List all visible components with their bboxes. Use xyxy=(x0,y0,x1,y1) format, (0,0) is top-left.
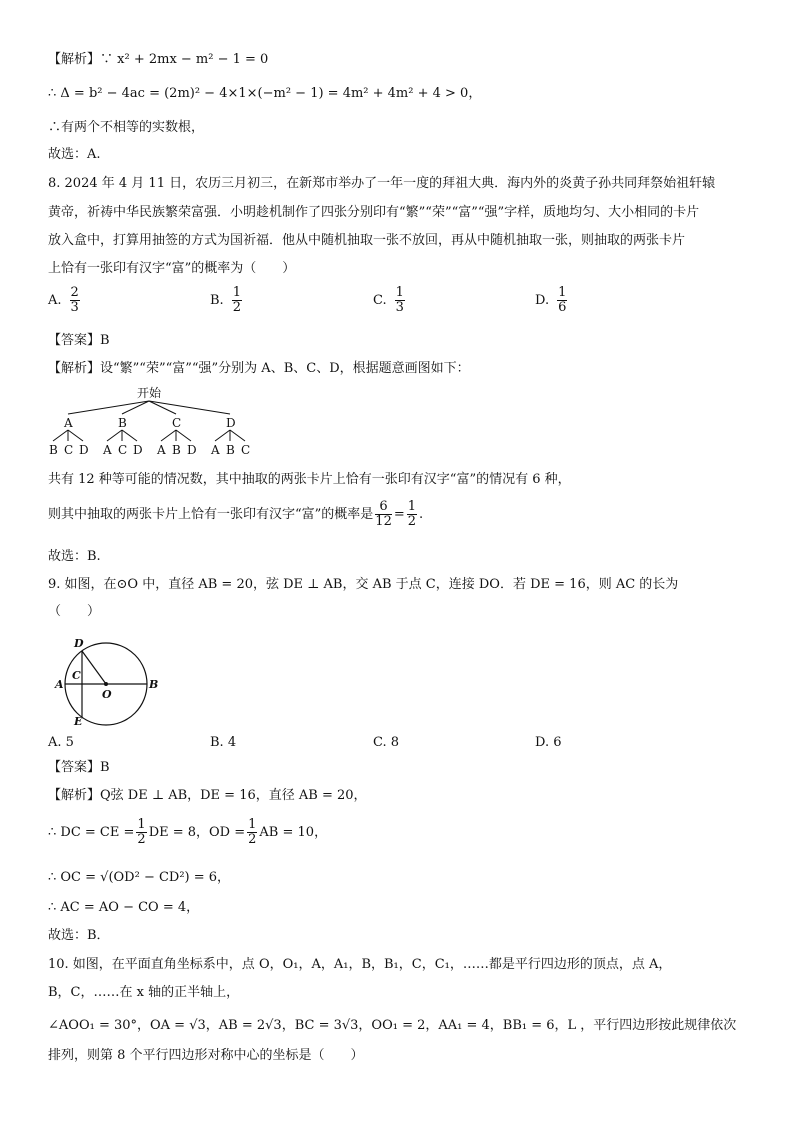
numerator: 1 xyxy=(395,285,404,300)
tree-leaf: A xyxy=(103,443,112,457)
denominator: 3 xyxy=(395,300,404,315)
q8-option-d xyxy=(535,286,569,315)
q8-solution-line-2: 共有 12 种等可能的情况数，其中抽取的两张卡片上恰有一张印有汉字“富”的情况有 6 种， xyxy=(48,472,571,487)
text: DE = 8，OD = xyxy=(148,825,246,840)
numerator: 6 xyxy=(375,500,392,515)
tree-node-a: A xyxy=(64,416,73,430)
denominator: 2 xyxy=(232,300,241,315)
label-a: A xyxy=(55,678,64,691)
q7-choice: 故选：A. xyxy=(48,147,101,162)
option-label: B. xyxy=(210,293,224,308)
equation: ∵ x² + 2mx − m² − 1 = 0 xyxy=(100,52,269,67)
tree-leaf: A xyxy=(211,443,220,457)
q9-choice: 故选：B． xyxy=(48,928,110,943)
circle-diagram xyxy=(46,632,166,730)
tree-leaf: D xyxy=(79,443,89,457)
equals: = xyxy=(393,507,405,522)
label-d: D xyxy=(74,637,84,650)
q8-option-c xyxy=(373,286,407,315)
numerator: 1 xyxy=(248,817,257,832)
q9-solution-line-3: ∴ OC = √(OD² − CD²) = 6， xyxy=(48,870,231,885)
q8-stem-line-3: 放入盒中，打算用抽签的方式为国祈福．他从中随机抽取一张不放回，再从中随机抽取一张，则抽取的两张卡片 xyxy=(48,233,686,248)
q8-solution-line-1: 【解析】设“繁”“荣”“富”“强”分别为 A、B、C、D，根据题意画图如下： xyxy=(48,361,470,376)
text: 则其中抽取的两张卡片上恰有一张印有汉字“富”的概率是 xyxy=(48,507,374,522)
tree-leaf: C xyxy=(241,443,251,457)
numerator: 1 xyxy=(137,817,146,832)
q9-stem-line-2: （ ） xyxy=(48,604,101,619)
denominator: 2 xyxy=(407,514,417,529)
tree-diagram xyxy=(44,384,264,460)
option-label: C. xyxy=(373,293,387,308)
tree-leaf: D xyxy=(187,443,197,457)
q9-option-a: A. 5 xyxy=(48,735,74,750)
denominator: 2 xyxy=(248,832,257,847)
tree-leaf: C xyxy=(118,443,128,457)
tree-leaf: A xyxy=(157,443,166,457)
fraction xyxy=(375,500,392,529)
q10-stem-line-2: B，C，……在 x 轴的正半轴上， xyxy=(48,985,240,1000)
tree-leaf: B xyxy=(226,443,235,457)
q8-stem-line-2: 黄帝，祈祷中华民族繁荣富强．小明趁机制作了四张分别印有“繁”“荣”“富”“强”字样，质地均匀、大小相同的卡片 xyxy=(48,205,700,220)
tree-node-b: B xyxy=(118,416,127,430)
fraction xyxy=(136,818,146,847)
numerator: 2 xyxy=(70,285,79,300)
denominator: 2 xyxy=(137,832,146,847)
q8-stem-line-1: 8. 2024 年 4 月 11 日，农历三月初三，在新郑市举办了一年一度的拜祖大典．海内外的炎黄子孙共同拜祭始祖轩辕 xyxy=(48,176,716,191)
q7-solution-line-3: ∴有两个不相等的实数根， xyxy=(48,120,205,135)
label-b: B xyxy=(149,678,159,691)
solution-label: 【解析】 xyxy=(48,52,101,67)
label-e: E xyxy=(74,715,83,728)
q9-stem-line-1: 9. 如图，在⊙O 中，直径 AB = 20，弦 DE ⊥ AB，交 AB 于点 C，连接 DO．若 DE = 16，则 AC 的长为 xyxy=(48,577,679,592)
label-c: C xyxy=(72,669,81,682)
option-label: D. xyxy=(535,293,550,308)
text: . xyxy=(419,507,424,522)
q7-solution-line-1 xyxy=(48,52,268,68)
q8-option-a xyxy=(48,286,82,315)
tree-leaf: B xyxy=(172,443,181,457)
tree-leaf: C xyxy=(64,443,74,457)
tree-leaf: D xyxy=(133,443,143,457)
denominator: 6 xyxy=(558,300,567,315)
denominator: 12 xyxy=(375,514,392,529)
q8-choice: 故选：B. xyxy=(48,549,101,564)
fraction xyxy=(395,286,405,315)
fraction xyxy=(557,286,567,315)
q7-solution-line-2: ∴ Δ = b² − 4ac = (2m)² − 4×1×(−m² − 1) = 4m² + 4m² + 4 > 0， xyxy=(48,86,482,101)
q9-solution-line-2 xyxy=(48,818,327,847)
q8-answer: 【答案】B xyxy=(48,333,110,348)
tree-node-d: D xyxy=(226,416,236,430)
numerator: 1 xyxy=(232,285,241,300)
q9-answer: 【答案】B xyxy=(48,760,110,775)
q8-option-b xyxy=(210,286,244,315)
q10-stem-line-3: ∠AOO₁ = 30°，OA = √3，AB = 2√3，BC = 3√3，OO₁ = 2，AA₁ = 4，BB₁ = 6，L ，平行四边形按此规律依次 xyxy=(48,1018,737,1033)
label-o: O xyxy=(102,688,112,701)
q10-stem-line-1: 10. 如图，在平面直角坐标系中，点 O，O₁，A，A₁，B，B₁，C，C₁，……都是平行四边形的顶点，点 A， xyxy=(48,957,672,972)
fraction xyxy=(247,818,257,847)
q8-solution-line-3 xyxy=(48,500,423,529)
option-label: A. xyxy=(48,293,62,308)
q9-option-b: B. 4 xyxy=(210,735,237,750)
text: AB = 10， xyxy=(259,825,328,840)
text: ∴ DC = CE = xyxy=(48,825,135,840)
fraction xyxy=(407,500,417,529)
denominator: 3 xyxy=(70,300,79,315)
q8-stem-line-4: 上恰有一张印有汉字“富”的概率为（ ） xyxy=(48,261,296,276)
q9-option-d: D. 6 xyxy=(535,735,562,750)
tree-leaf: B xyxy=(49,443,58,457)
fraction xyxy=(70,286,80,315)
numerator: 1 xyxy=(558,285,567,300)
numerator: 1 xyxy=(407,499,417,514)
fraction xyxy=(232,286,242,315)
tree-root: 开始 xyxy=(137,386,162,400)
q9-option-c: C. 8 xyxy=(373,735,400,750)
q9-solution-line-4: ∴ AC = AO − CO = 4， xyxy=(48,900,200,915)
q9-solution-line-1: 【解析】Q弦 DE ⊥ AB，DE = 16，直径 AB = 20， xyxy=(48,788,367,803)
q10-stem-line-4: 排列，则第 8 个平行四边形对称中心的坐标是（ ） xyxy=(48,1048,364,1063)
tree-node-c: C xyxy=(172,416,182,430)
